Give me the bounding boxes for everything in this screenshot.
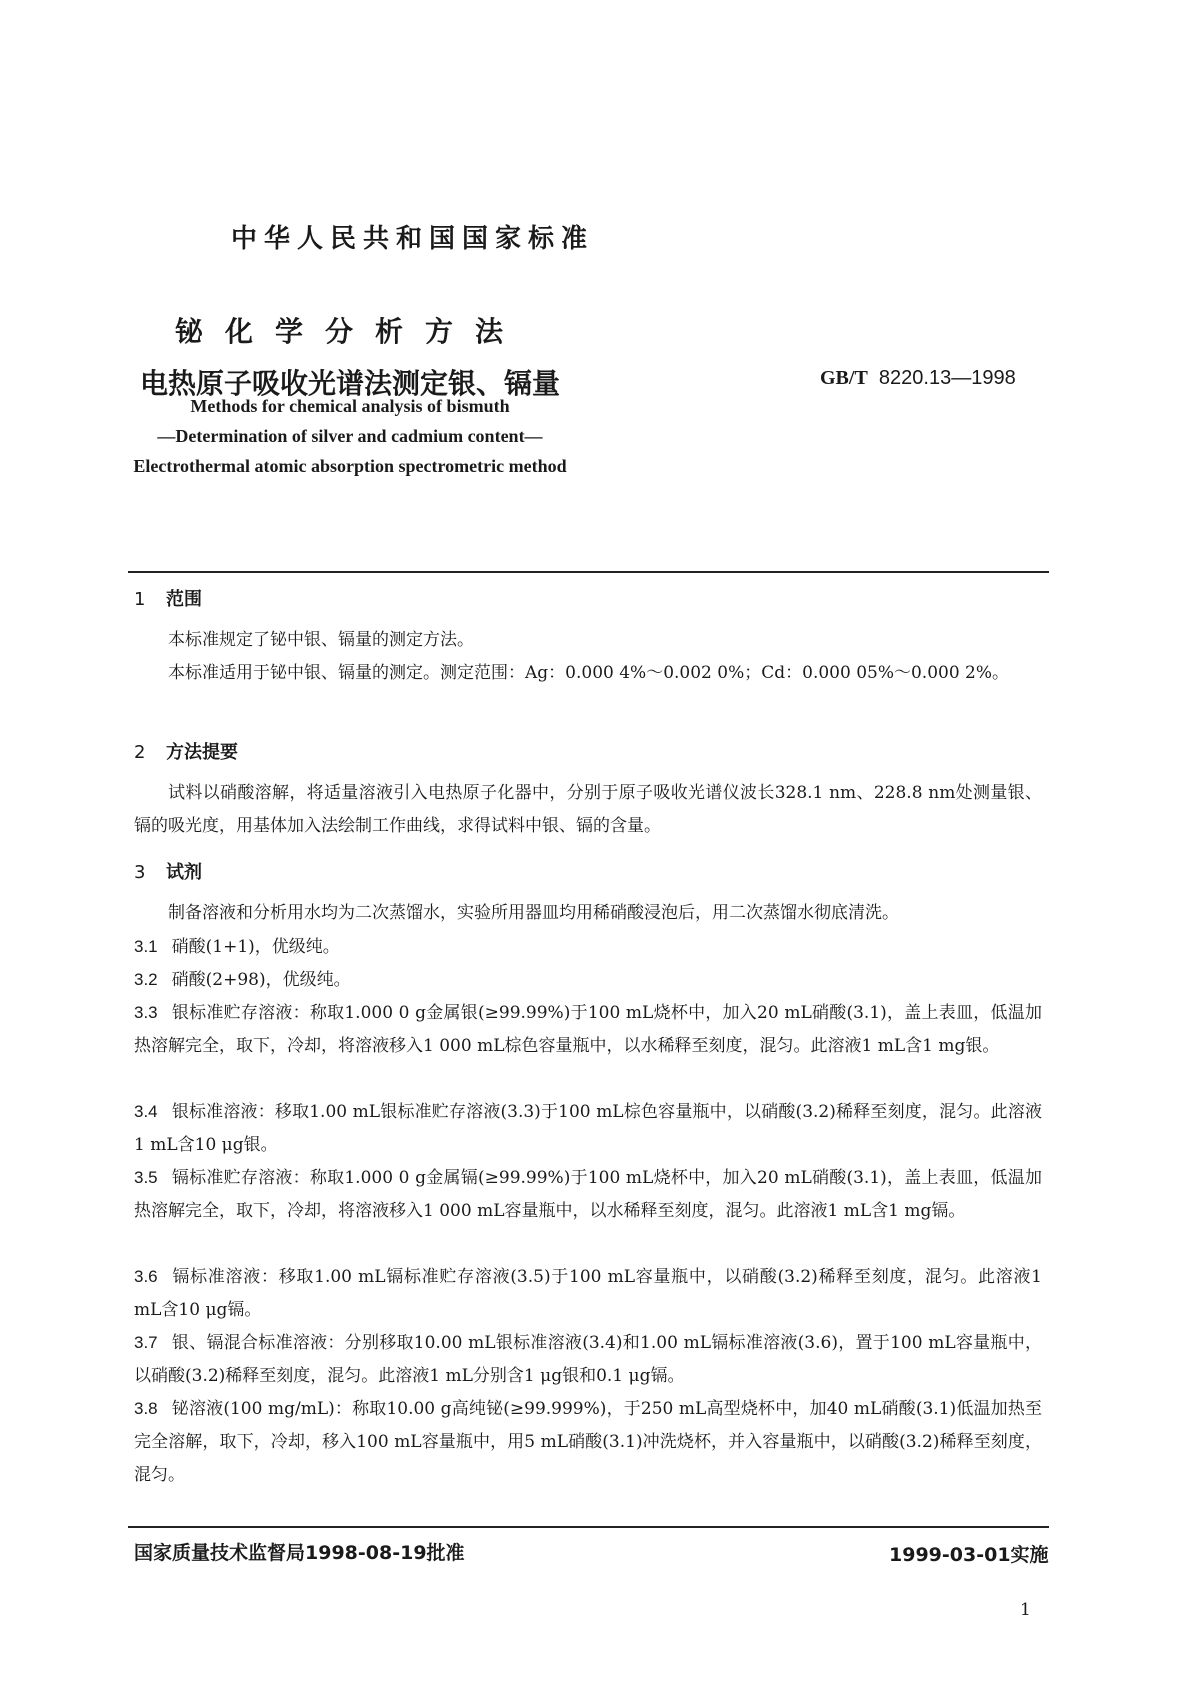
reagent-item	[134, 963, 1042, 997]
reagent-item	[134, 930, 1042, 964]
english-title-line: Electrothermal atomic absorption spectrometric method	[133, 456, 567, 476]
item-text: 银标准贮存溶液：称取1.000 0 g金属银(≥99.99%)于100 mL烧杯中，加入20 mL硝酸(3.1)，盖上表皿，低温加热溶解完全，取下，冷却，将溶液移入1 000 mL棕色容量瓶中，以水稀释至刻度，混匀。此溶液1 mL含1 mg银。	[134, 1003, 1042, 1056]
reagent-item	[134, 1392, 1042, 1492]
english-title-line: Methods for chemical analysis of bismuth	[190, 396, 510, 416]
footer-divider	[128, 1526, 1049, 1528]
section-title: 方法提要	[166, 742, 238, 763]
item-number: 3.1	[134, 937, 158, 956]
item-text: 银标准溶液：移取1.00 mL银标准贮存溶液(3.3)于100 mL棕色容量瓶中，以硝酸(3.2)稀释至刻度，混匀。此溶液1 mL含10 μg银。	[134, 1102, 1042, 1155]
document-title: 铋化学分析方法	[174, 315, 525, 348]
standard-number-prefix: GB/T	[820, 367, 868, 389]
item-text: 镉标准贮存溶液：称取1.000 0 g金属镉(≥99.99%)于100 mL烧杯中，加入20 mL硝酸(3.1)，盖上表皿，低温加热溶解完全，取下，冷却，将溶液移入1 000 mL容量瓶中，以水稀释至刻度，混匀。此溶液1 mL含1 mg镉。	[134, 1168, 1042, 1221]
item-number: 3.4	[134, 1102, 158, 1121]
item-number: 3.5	[134, 1168, 158, 1187]
section-heading-principle	[134, 738, 238, 764]
english-title-line: —Determination of silver and cadmium content—	[157, 426, 543, 446]
section-number: 2	[134, 742, 146, 763]
section-number: 3	[134, 862, 146, 883]
paragraph: 制备溶液和分析用水均为二次蒸馏水，实验所用器皿均用稀硝酸浸泡后，用二次蒸馏水彻底清洗。	[168, 903, 899, 923]
reagent-item	[134, 1095, 1042, 1162]
item-text: 硝酸(2+98)，优级纯。	[171, 970, 351, 990]
page-number: 1	[1020, 1600, 1031, 1620]
item-number: 3.2	[134, 970, 158, 989]
paragraph: 本标准规定了铋中银、镉量的测定方法。	[168, 630, 474, 650]
reagent-item	[134, 996, 1042, 1063]
item-text: 铋溶液(100 mg/mL)：称取10.00 g高纯铋(≥99.999%)，于250 mL高型烧杯中，加40 mL硝酸(3.1)低温加热至完全溶解，取下，冷却，移入100 mL容量瓶中，用5 mL硝酸(3.1)冲洗烧杯，并入容量瓶中，以硝酸(3.2)稀释至刻度，混匀。	[134, 1399, 1042, 1485]
standard-number	[820, 367, 1016, 390]
standard-number-value: 8220.13—1998	[878, 367, 1016, 389]
item-number: 3.8	[134, 1399, 158, 1418]
reagent-item	[134, 1260, 1042, 1327]
national-standard-heading: 中华人民共和国国家标准	[230, 224, 594, 254]
item-text: 银、镉混合标准溶液：分别移取10.00 mL银标准溶液(3.4)和1.00 mL镉标准溶液(3.6)，置于100 mL容量瓶中，以硝酸(3.2)稀释至刻度，混匀。此溶液1 mL分别含1 μg银和0.1 μg镉。	[134, 1333, 1042, 1386]
section-heading-scope	[134, 585, 202, 611]
paragraph: 本标准适用于铋中银、镉量的测定。测定范围：Ag：0.000 4%～0.002 0%；Cd：0.000 05%～0.000 2%。	[168, 663, 1010, 683]
item-number: 3.3	[134, 1003, 158, 1022]
header-divider	[128, 571, 1049, 573]
item-number: 3.7	[134, 1333, 158, 1352]
section-number: 1	[134, 589, 146, 610]
paragraph: 试料以硝酸溶解，将适量溶液引入电热原子化器中，分别于原子吸收光谱仪波长328.1 nm、228.8 nm处测量银、镉的吸光度，用基体加入法绘制工作曲线，求得试料中银、镉的含量。	[134, 783, 1042, 836]
section-heading-reagents	[134, 858, 202, 884]
document-subtitle: 电热原子吸收光谱法测定银、镉量	[139, 367, 560, 400]
item-number: 3.6	[134, 1267, 158, 1286]
item-text: 硝酸(1+1)，优级纯。	[171, 937, 340, 957]
section-title: 试剂	[166, 862, 202, 883]
approval-date: 国家质量技术监督局1998-08-19批准	[134, 1542, 465, 1564]
effective-date: 1999-03-01实施	[889, 1544, 1049, 1566]
item-text: 镉标准溶液：移取1.00 mL镉标准贮存溶液(3.5)于100 mL容量瓶中，以硝酸(3.2)稀释至刻度，混匀。此溶液1 mL含10 μg镉。	[134, 1267, 1042, 1320]
reagent-item	[134, 1161, 1042, 1228]
reagent-item	[134, 1326, 1042, 1393]
section-title: 范围	[166, 589, 202, 610]
